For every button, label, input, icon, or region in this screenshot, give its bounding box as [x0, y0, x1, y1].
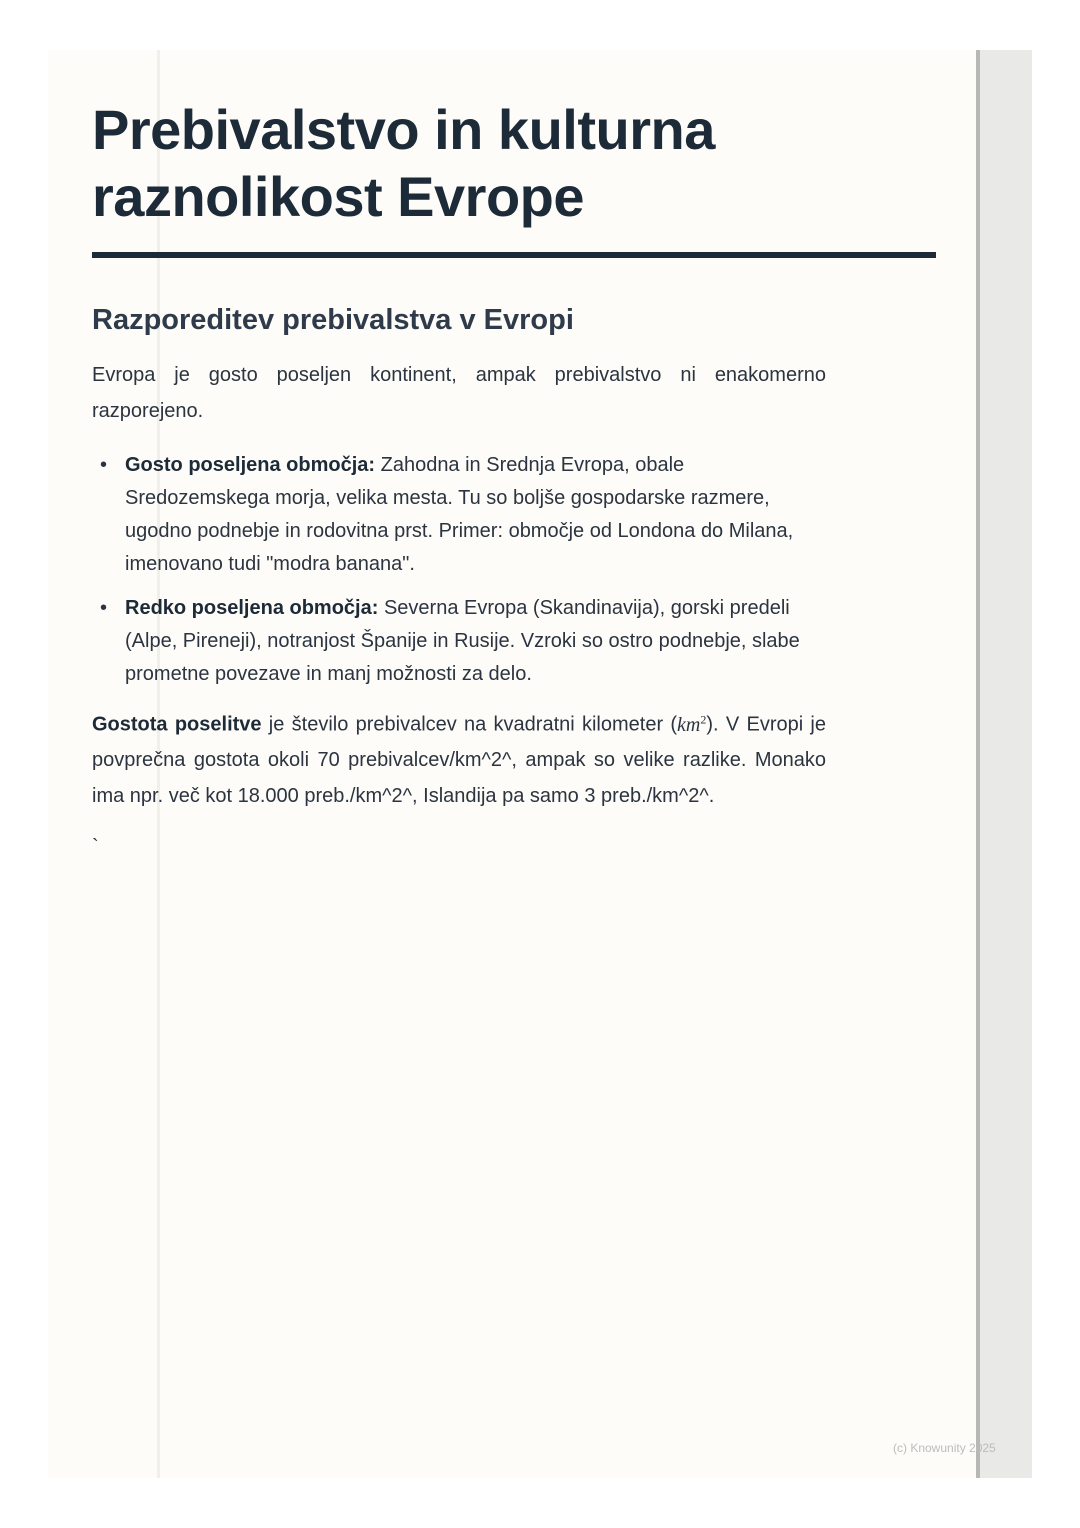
bullet-list — [92, 449, 826, 691]
side-panel — [976, 50, 1032, 1478]
title-divider — [92, 252, 936, 258]
bullet-term: Gosto poseljena območja: — [125, 454, 376, 476]
density-unit-exponent: 2 — [700, 712, 707, 726]
copyright-footer: (c) Knowunity 2025 — [893, 1441, 996, 1455]
list-item — [92, 592, 826, 691]
density-paragraph — [92, 702, 826, 814]
section-heading: Razporeditev prebivalstva v Evropi — [92, 304, 574, 336]
bullet-term: Redko poseljena območja: — [125, 597, 379, 619]
text-column — [92, 358, 826, 859]
stray-mark: ` — [92, 836, 99, 859]
bullet-text: Severna Evropa (Skandinavija), gorski predeli (Alpe, Pireneji), notranjost Španije in Rusije. Vzroki so ostro podnebje, slabe prometne povezave in manj možnosti za delo. — [125, 597, 800, 685]
density-text-after: ). V Evropi je povprečna gostota okoli 70 prebivalcev/km^2^, ampak so velike razlike. Monako ima npr. več kot 18.000 preb./km^2^, Islandija pa samo 3 preb./km^2^. — [92, 713, 827, 807]
density-unit — [677, 714, 706, 736]
list-item — [92, 449, 826, 581]
density-term: Gostota poselitve — [92, 713, 262, 736]
bullet-icon: • — [100, 454, 108, 476]
document-content — [92, 96, 936, 859]
bullet-icon: • — [100, 597, 108, 619]
title-line-2: raznolikost Evrope — [92, 165, 585, 228]
page-title — [92, 96, 936, 230]
density-text-before: je število prebivalcev na kvadratni kilometer ( — [261, 713, 678, 736]
density-unit-base: km — [677, 713, 701, 736]
title-line-1: Prebivalstvo in kulturna — [92, 98, 715, 161]
bullet-text: Zahodna in Srednja Evropa, obale Sredozemskega morja, velika mesta. Tu so boljše gospodarske razmere, ugodno podnebje in rodovitna prst. Primer: območje od Londona do Milana, imenovano tudi "modra banana". — [125, 454, 794, 575]
intro-paragraph: Evropa je gosto poseljen kontinent, ampak prebivalstvo ni enakomerno razporejeno. — [92, 364, 826, 422]
